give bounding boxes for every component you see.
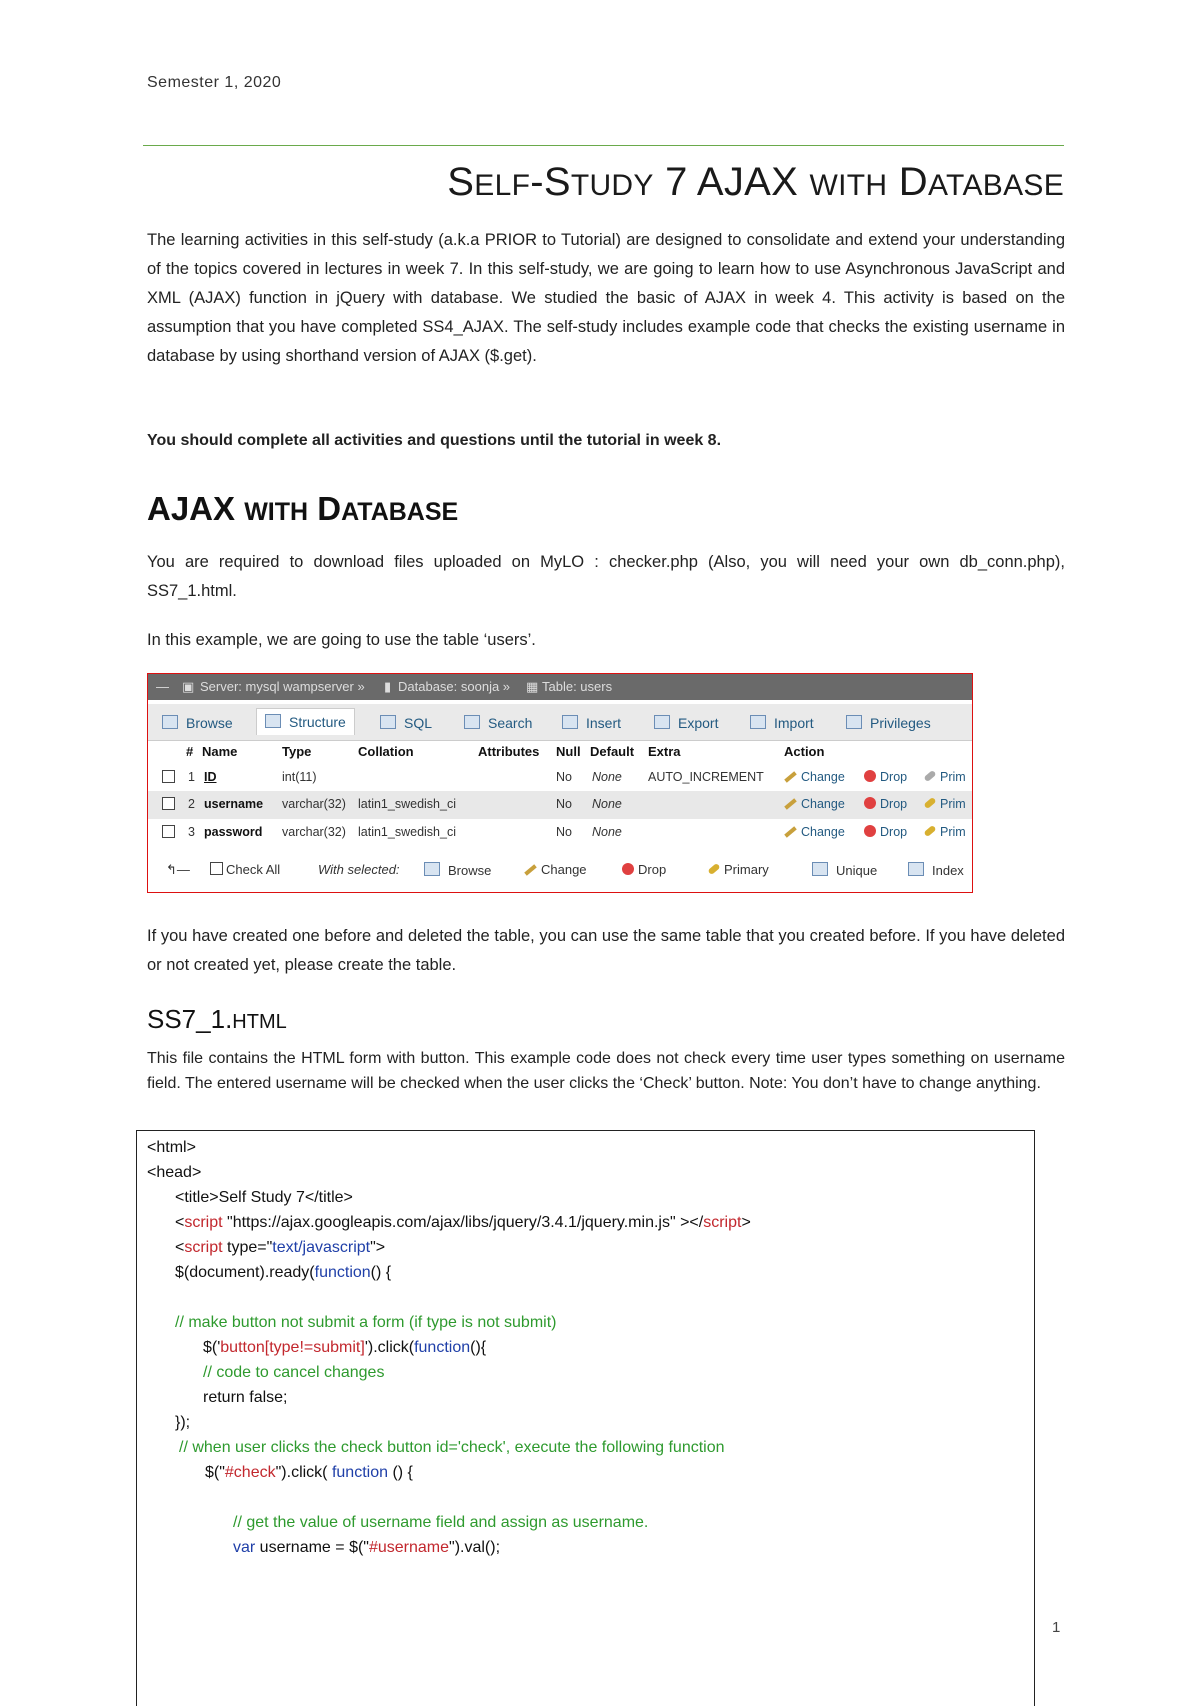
select-arrow-icon: ↰— xyxy=(166,862,190,877)
col-action: Action xyxy=(784,744,825,759)
footer-change-label: Change xyxy=(541,862,587,877)
code-token: function xyxy=(331,1464,388,1481)
code-box xyxy=(136,1130,1035,1706)
pencil-icon xyxy=(784,771,797,782)
row-type: varchar(32) xyxy=(282,825,346,839)
primary-label: Prim xyxy=(940,797,966,811)
row-type: int(11) xyxy=(282,770,317,784)
footer-change xyxy=(524,862,587,877)
code-token: () { xyxy=(388,1464,413,1481)
code-line xyxy=(203,1339,486,1357)
unique-icon xyxy=(812,862,828,876)
code-token: var xyxy=(233,1539,256,1556)
row-name: ID xyxy=(204,770,217,784)
row-null: No xyxy=(556,825,572,839)
code-line: <head> xyxy=(147,1164,202,1181)
table-row xyxy=(148,819,972,847)
tab-label: Search xyxy=(488,715,533,731)
heading-part: SS7_1. xyxy=(147,1004,233,1034)
code-token: script xyxy=(703,1214,742,1231)
col-collation: Collation xyxy=(358,744,414,759)
row-checkbox xyxy=(162,797,175,810)
tab-label: Privileges xyxy=(870,715,931,731)
with-selected-label: With selected: xyxy=(318,862,400,877)
table-note-paragraph: If you have created one before and deleted the table, you can use the same table that you created before. If you have deleted or not created yet, please create the table. xyxy=(147,927,1065,974)
code-token: () { xyxy=(370,1264,392,1281)
footer-drop-label: Drop xyxy=(638,862,667,877)
row-drop xyxy=(864,797,907,811)
code-comment: // get the value of username field and assign as username. xyxy=(233,1514,649,1531)
pencil-icon xyxy=(784,826,797,837)
change-label: Change xyxy=(801,797,845,811)
row-drop xyxy=(864,770,907,784)
title-part: D xyxy=(887,160,928,204)
row-default: None xyxy=(592,825,622,839)
tab-structure xyxy=(256,708,355,735)
code-token: script xyxy=(184,1239,223,1256)
row-null: No xyxy=(556,797,572,811)
key-icon xyxy=(923,825,936,837)
row-change xyxy=(784,825,845,839)
code-token: button[type!=submit] xyxy=(220,1339,365,1356)
tab-insert xyxy=(562,710,621,736)
footer-unique-label: Unique xyxy=(836,863,878,878)
row-num: 3 xyxy=(188,825,195,839)
browse-icon xyxy=(424,862,440,876)
row-collation: latin1_swedish_ci xyxy=(358,797,456,811)
code-line xyxy=(233,1539,500,1557)
page-number: 1 xyxy=(1052,1619,1061,1636)
code-token: "https://ajax.googleapis.com/ajax/libs/jquery/3.4.1/jquery.min.js" ></ xyxy=(222,1214,704,1231)
primary-label: Prim xyxy=(940,825,966,839)
code-token: type=" xyxy=(222,1239,273,1256)
row-drop xyxy=(864,825,907,839)
key-icon xyxy=(923,770,936,782)
breadcrumb-server: Server: mysql wampserver » xyxy=(200,679,365,694)
tab-bar xyxy=(148,704,972,741)
heading-part: D xyxy=(308,490,342,527)
code-token: #check xyxy=(224,1464,276,1481)
tab-label: SQL xyxy=(404,715,433,731)
search-icon xyxy=(464,715,480,729)
pencil-icon xyxy=(784,798,797,809)
code-line: <title>Self Study 7</title> xyxy=(175,1189,353,1206)
code-token: #username xyxy=(368,1539,450,1556)
code-token: < xyxy=(175,1214,185,1231)
footer-primary-label: Primary xyxy=(724,862,769,877)
section-heading-ss7-1-html xyxy=(147,1004,287,1035)
tab-label: Structure xyxy=(289,714,346,730)
code-token: $(" xyxy=(205,1464,225,1481)
row-default: None xyxy=(592,770,622,784)
code-comment: // when user clicks the check button id='check', execute the following function xyxy=(179,1439,725,1456)
document-title xyxy=(447,160,1064,205)
drop-icon xyxy=(864,825,876,837)
code-token: text/javascript xyxy=(272,1239,371,1256)
breadcrumb-bar xyxy=(148,674,972,700)
row-type: varchar(32) xyxy=(282,797,346,811)
code-token: username = $(" xyxy=(255,1539,369,1556)
code-line xyxy=(205,1464,413,1482)
code-line: <html> xyxy=(147,1139,196,1156)
title-part: ELF xyxy=(474,169,531,202)
heading-part: HTML xyxy=(232,1011,287,1033)
database-icon: ▮ xyxy=(384,679,392,694)
export-icon xyxy=(654,715,670,729)
row-change xyxy=(784,770,845,784)
drop-label: Drop xyxy=(880,797,908,811)
row-primary xyxy=(924,825,966,839)
import-icon xyxy=(750,715,766,729)
semester-header: Semester 1, 2020 xyxy=(147,74,282,91)
tab-label: Insert xyxy=(586,715,622,731)
intro-deadline: You should complete all activities and questions until the tutorial in week 8. xyxy=(147,432,722,449)
code-token: $(document).ready( xyxy=(175,1264,315,1281)
drop-icon xyxy=(622,863,634,875)
code-line xyxy=(175,1239,385,1257)
collapse-icon: — xyxy=(156,679,169,694)
title-part: TUDY xyxy=(570,169,654,202)
col-extra: Extra xyxy=(648,744,681,759)
download-paragraph: You are required to download files uploaded on MyLO : checker.php (Also, you will need your own db_conn.php), SS7_1.html. xyxy=(147,553,1065,600)
tab-privileges xyxy=(846,710,931,736)
col-num: # xyxy=(186,744,194,759)
title-part: S xyxy=(447,160,475,204)
drop-icon xyxy=(864,797,876,809)
tab-label: Browse xyxy=(186,715,233,731)
row-null: No xyxy=(556,770,572,784)
row-extra: AUTO_INCREMENT xyxy=(648,770,764,784)
tab-label: Export xyxy=(678,715,719,731)
col-default: Default xyxy=(590,744,635,759)
code-token: $(' xyxy=(203,1339,221,1356)
row-name: password xyxy=(204,825,263,839)
check-all xyxy=(210,862,280,877)
col-null: Null xyxy=(556,744,581,759)
code-token: > xyxy=(741,1214,751,1231)
row-change xyxy=(784,797,845,811)
heading-part: AJAX xyxy=(147,490,245,527)
code-comment: // make button not submit a form (if type is not submit) xyxy=(175,1314,557,1331)
tab-browse xyxy=(162,710,233,736)
change-label: Change xyxy=(801,770,845,784)
title-part: -S xyxy=(530,160,571,204)
row-collation: latin1_swedish_ci xyxy=(358,825,456,839)
col-attributes: Attributes xyxy=(478,744,540,759)
code-line xyxy=(175,1214,751,1232)
code-line: }); xyxy=(175,1414,191,1431)
breadcrumb-table: Table: users xyxy=(542,679,613,694)
footer-index-label: Index xyxy=(932,863,964,878)
row-num: 1 xyxy=(188,770,195,784)
code-line: return false; xyxy=(203,1389,288,1406)
structure-icon xyxy=(265,714,281,728)
check-all-checkbox xyxy=(210,862,223,875)
table-row xyxy=(148,791,972,819)
drop-label: Drop xyxy=(880,825,908,839)
header-rule xyxy=(143,145,1064,146)
primary-label: Prim xyxy=(940,770,966,784)
code-token: "> xyxy=(370,1239,386,1256)
index-icon xyxy=(908,862,924,876)
section-heading-ajax-database xyxy=(147,490,458,528)
row-default: None xyxy=(592,797,622,811)
sql-icon xyxy=(380,715,396,729)
row-num: 2 xyxy=(188,797,195,811)
table-row xyxy=(148,764,972,792)
footer-browse xyxy=(424,862,491,878)
change-label: Change xyxy=(801,825,845,839)
table-icon: ▦ xyxy=(526,679,539,694)
row-primary xyxy=(924,797,966,811)
heading-part: ATABASE xyxy=(341,498,459,526)
phpmyadmin-screenshot xyxy=(147,673,973,893)
row-primary xyxy=(924,770,966,784)
pencil-icon xyxy=(524,864,537,875)
col-name: Name xyxy=(202,744,238,759)
row-checkbox xyxy=(162,825,175,838)
footer-browse-label: Browse xyxy=(448,863,492,878)
check-all-label: Check All xyxy=(226,862,281,877)
drop-label: Drop xyxy=(880,770,908,784)
tab-search xyxy=(464,710,532,736)
table-paragraph: In this example, we are going to use the table ‘users’. xyxy=(147,631,536,649)
title-part: 7 AJAX xyxy=(653,160,810,204)
server-icon: ▣ xyxy=(182,679,195,694)
row-checkbox xyxy=(162,770,175,783)
insert-icon xyxy=(562,715,578,729)
key-icon xyxy=(923,797,936,809)
ss7-description: This file contains the HTML form with button. This example code does not check every time user types something on username field. The entered username will be checked when the user clicks the ‘Check’ button. Note: You don’t have to change anything. xyxy=(147,1050,1065,1092)
footer-primary xyxy=(708,862,769,877)
title-part: WITH xyxy=(809,169,888,202)
tab-label: Import xyxy=(774,715,814,731)
code-token: < xyxy=(175,1239,185,1256)
drop-icon xyxy=(864,770,876,782)
code-comment: // code to cancel changes xyxy=(203,1364,385,1381)
footer-drop xyxy=(622,862,666,877)
breadcrumb-database: Database: soonja » xyxy=(398,679,511,694)
browse-icon xyxy=(162,715,178,729)
tab-sql xyxy=(380,710,432,736)
row-name: username xyxy=(204,797,264,811)
tab-export xyxy=(654,710,718,736)
code-token: ").val(); xyxy=(449,1539,501,1556)
code-token: ").click( xyxy=(275,1464,332,1481)
code-token: script xyxy=(184,1214,223,1231)
code-token: ').click( xyxy=(364,1339,415,1356)
footer-unique xyxy=(812,862,877,878)
tab-import xyxy=(750,710,814,736)
key-icon xyxy=(707,863,720,875)
intro-paragraph: The learning activities in this self-study (a.k.a PRIOR to Tutorial) are designed to consolidate and extend your understanding of the topics covered in lectures in week 7. In this self-study, we are going to learn how to use Asynchronous JavaScript and XML (AJAX) function in jQuery with database. We studied the basic of AJAX in week 4. This activity is based on the assumption that you have completed SS4_AJAX. The self-study includes example code that checks the existing username in database by using shorthand version of AJAX ($.get). xyxy=(147,231,1065,365)
code-token: function xyxy=(314,1264,371,1281)
code-token: (){ xyxy=(470,1339,487,1356)
privileges-icon xyxy=(846,715,862,729)
title-part: ATABASE xyxy=(927,169,1064,202)
col-type: Type xyxy=(282,744,312,759)
heading-part: WITH xyxy=(244,498,309,526)
footer-index xyxy=(908,862,964,878)
code-line xyxy=(175,1264,391,1282)
code-token: function xyxy=(414,1339,471,1356)
